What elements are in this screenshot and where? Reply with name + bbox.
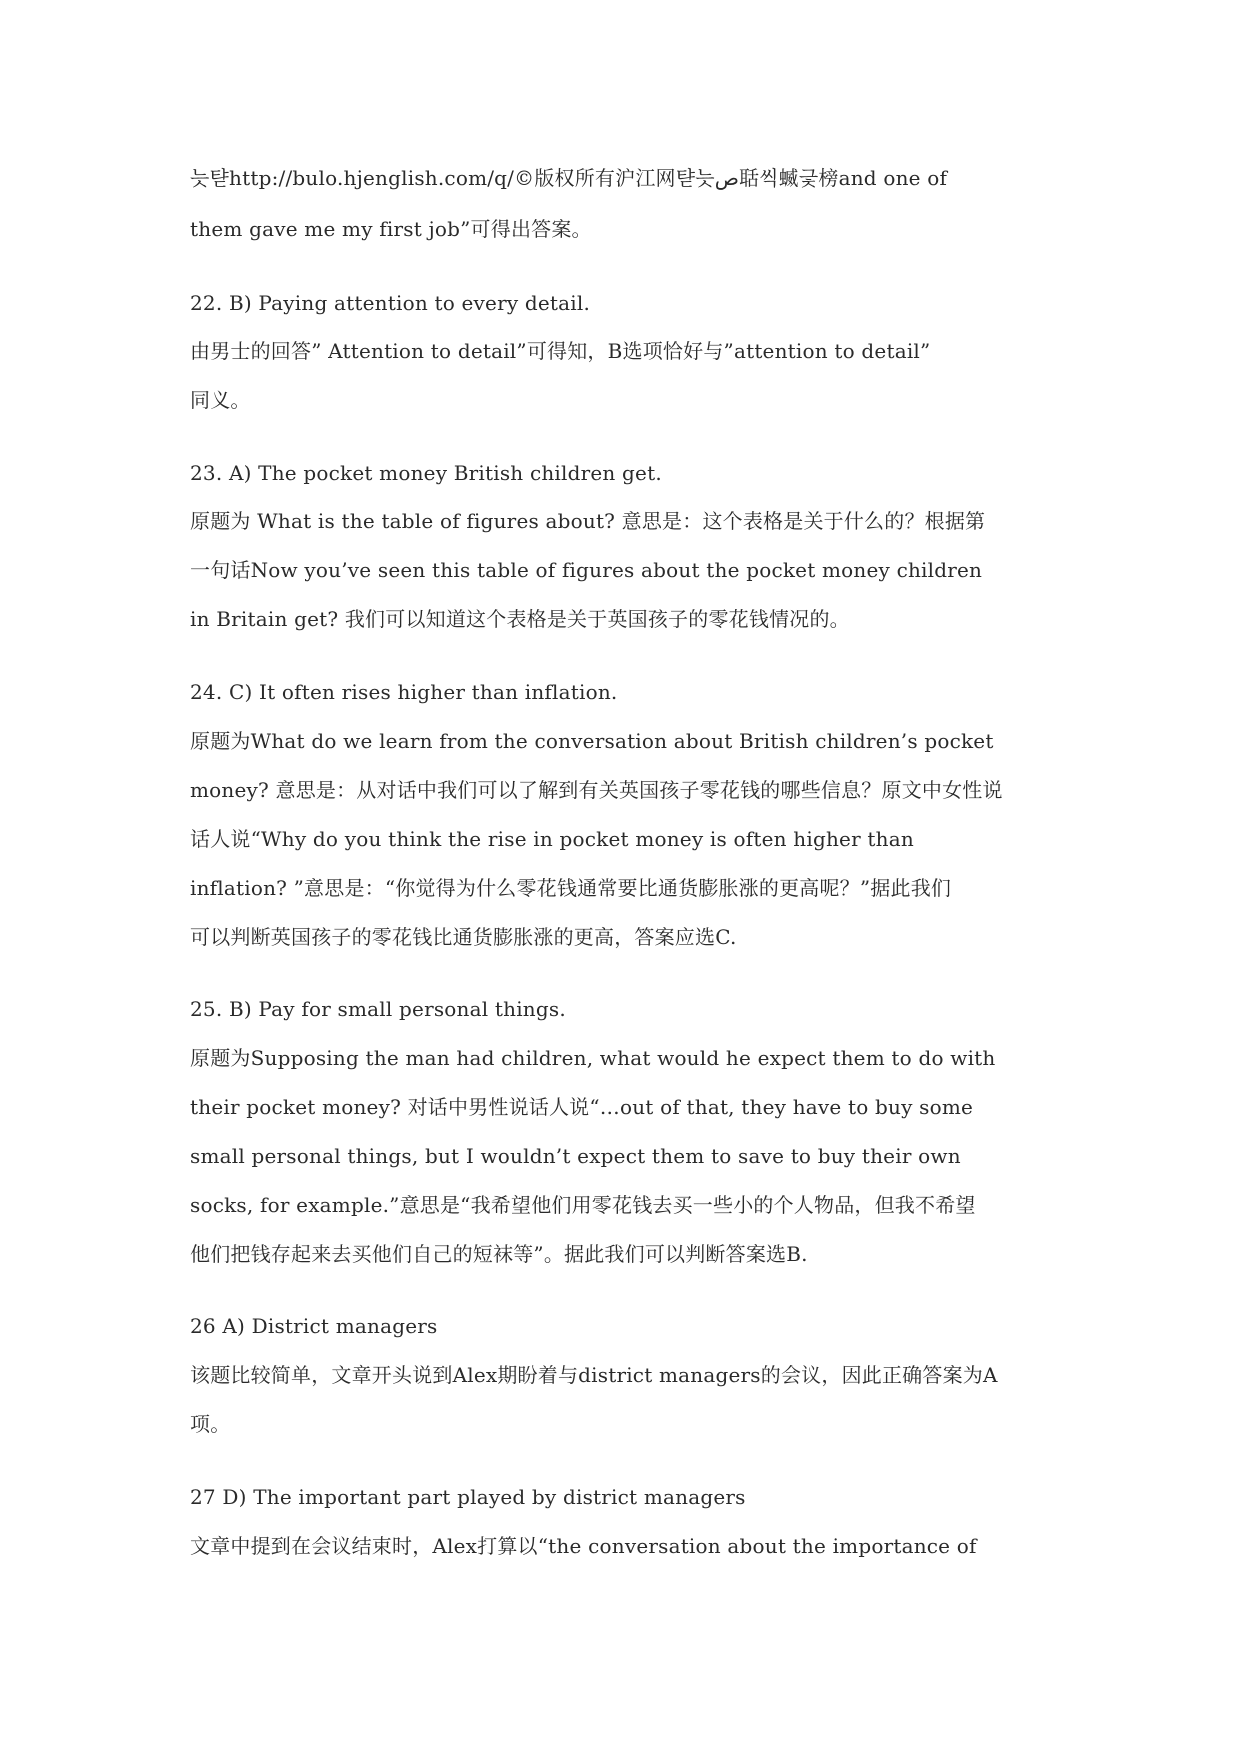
answer-heading-22: 22. B) Paying attention to every detail. bbox=[190, 291, 591, 315]
text-line: 该题比较简单，文章开头说到Alex期盼着与district managers的会议，因此正确答案为A bbox=[190, 1363, 998, 1387]
text-line: 늣탿http://bulo.hjenglish.com/q/©版权所有沪江网탿늣ص聒씩蝛긏榜and one of bbox=[190, 166, 948, 190]
text-line: 由男士的回答” Attention to detail”可得知，B选项恰好与”attention to detail” bbox=[190, 339, 931, 363]
answer-heading-27: 27 D) The important part played by district managers bbox=[190, 1485, 746, 1509]
text-line: 原题为What do we learn from the conversation about British children’s pocket bbox=[190, 729, 994, 753]
text-line: 他们把钱存起来去买他们自己的短袜等”。据此我们可以判断答案选B. bbox=[190, 1242, 808, 1266]
answer-heading-23: 23. A) The pocket money British children get. bbox=[190, 461, 662, 485]
text-line: 原题为Supposing the man had children, what would he expect them to do with bbox=[190, 1046, 996, 1070]
answer-heading-26: 26 A) District managers bbox=[190, 1314, 438, 1338]
answer-heading-24: 24. C) It often rises higher than inflation. bbox=[190, 680, 618, 704]
text-line: money? 意思是：从对话中我们可以了解到有关英国孩子零花钱的哪些信息？原文中女性说 bbox=[190, 778, 1003, 802]
text-line: small personal things, but I wouldn’t expect them to save to buy their own bbox=[190, 1144, 961, 1168]
text-line: inflation? ”意思是：“你觉得为什么零花钱通常要比通货膨胀涨的更高呢？”据此我们 bbox=[190, 876, 952, 900]
text-line: their pocket money? 对话中男性说话人说“…out of that, they have to buy some bbox=[190, 1095, 974, 1119]
text-line: 同义。 bbox=[190, 388, 251, 412]
text-line: 项。 bbox=[190, 1412, 231, 1436]
text-line: them gave me my first job”可得出答案。 bbox=[190, 217, 592, 241]
text-line: socks, for example.”意思是“我希望他们用零花钱去买一些小的个人物品，但我不希望 bbox=[190, 1193, 976, 1217]
text-line: 一句话Now you’ve seen this table of figures about the pocket money children bbox=[190, 558, 983, 582]
answer-heading-25: 25. B) Pay for small personal things. bbox=[190, 997, 566, 1021]
text-line: 原题为 What is the table of figures about? 意思是：这个表格是关于什么的？根据第 bbox=[190, 509, 986, 533]
text-line: 可以判断英国孩子的零花钱比通货膨胀涨的更高，答案应选C. bbox=[190, 925, 737, 949]
text-line: 话人说“Why do you think the rise in pocket money is often higher than bbox=[190, 827, 914, 851]
text-line: 文章中提到在会议结束时，Alex打算以“the conversation about the importance of bbox=[190, 1534, 977, 1558]
text-line: in Britain get? 我们可以知道这个表格是关于英国孩子的零花钱情况的。 bbox=[190, 607, 850, 631]
